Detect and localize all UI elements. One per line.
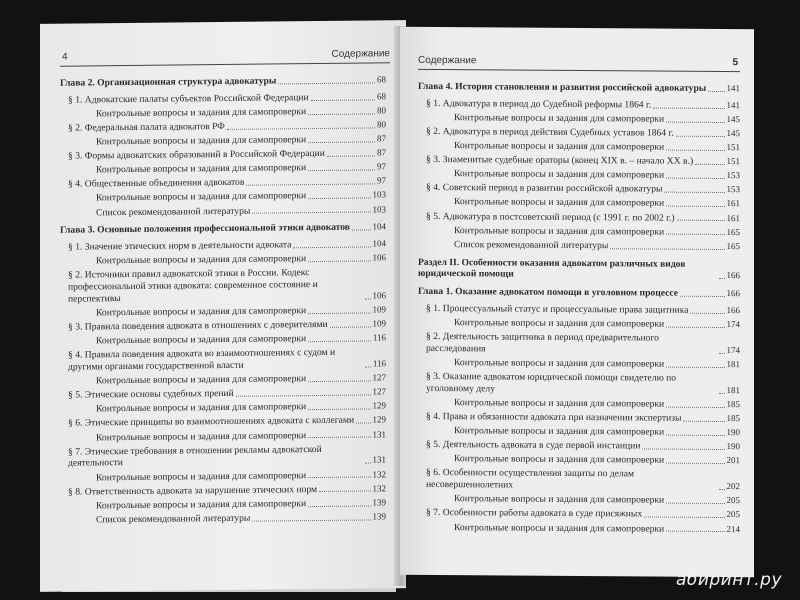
toc-entry-title: § 2. Источники правил адвокатской этики в России. Кодекс профессиональной этики адвоката: современное состояние и перспективы <box>68 267 318 305</box>
toc-entry-title: Контрольные вопросы и задания для самопроверки <box>96 429 307 443</box>
toc-leader-dots <box>308 260 370 262</box>
toc-page-number: 145 <box>726 128 740 139</box>
toc-entry-title: Контрольные вопросы и задания для самопроверки <box>454 317 665 330</box>
toc-leader-dots <box>666 121 724 122</box>
toc-page-number: 127 <box>372 386 386 397</box>
toc-entry-title: § 3. Оказание адвокатом юридической помощи свидетелю по уголовному делу <box>426 371 677 395</box>
toc-entry <box>60 469 386 484</box>
toc-page-number: 87 <box>377 147 386 158</box>
toc-entry <box>418 126 740 140</box>
toc-entry <box>60 401 386 416</box>
toc-entry-title: § 2. Деятельность защитника в период предварительного расследования <box>426 331 659 355</box>
toc-entry <box>418 397 740 411</box>
toc-page-number: 145 <box>726 113 740 125</box>
toc-entry <box>60 372 386 387</box>
toc-page-number: 190 <box>726 427 740 438</box>
toc-chapter-entry <box>418 286 740 300</box>
toc-page-number: 165 <box>726 240 740 251</box>
toc-page-number: 190 <box>726 441 740 452</box>
toc-leader-dots <box>666 435 724 436</box>
toc-entry-title: § 3. Формы адвокатских образований в Российской Федерации <box>68 148 325 162</box>
toc-entry-title: Контрольные вопросы и задания для самопроверки <box>96 373 307 387</box>
toc-entry <box>418 507 740 521</box>
toc-entry <box>418 303 740 317</box>
toc-entry-title: § 2. Федеральная палата адвокатов РФ <box>68 120 225 134</box>
toc-leader-dots <box>666 463 724 464</box>
toc-leader-dots <box>227 127 375 130</box>
toc-entry-title: Контрольные вопросы и задания для самопроверки <box>454 521 665 535</box>
toc-entry-title: Контрольные вопросы и задания для самопроверки <box>96 401 307 415</box>
toc-page-number: 141 <box>726 83 740 94</box>
toc-entry <box>60 304 386 319</box>
toc-leader-dots <box>708 91 724 92</box>
toc-entry-title: § 5. Адвокатура в постсоветский период (с 1991 г. по 2002 г.) <box>426 210 675 224</box>
toc-page-number: 87 <box>377 133 386 144</box>
toc-page-number: 161 <box>726 198 740 209</box>
toc-entry-title: Глава 1. Оказание адвокатом помощи в уголовном процессе <box>418 286 678 299</box>
toc-leader-dots <box>365 366 371 367</box>
toc-entry <box>418 210 740 224</box>
toc-entry-title: Контрольные вопросы и задания для самопроверки <box>454 493 665 506</box>
toc-entry-title: § 1. Значение этических норм в деятельности адвоката <box>68 239 292 253</box>
right-page <box>400 27 754 577</box>
toc-entry-title: Контрольные вопросы и задания для самопроверки <box>96 333 307 347</box>
toc-entry-title: § 6. Особенности осуществления защиты по делам несовершеннолетних <box>426 467 635 491</box>
toc-entry <box>60 119 386 134</box>
toc-leader-dots <box>719 353 725 354</box>
toc-page-number: 104 <box>372 221 386 232</box>
toc-entry <box>418 182 740 196</box>
toc-entry-title: Раздел II. Особенности оказания адвокатом различных видов юридической помощи <box>418 256 686 280</box>
toc-entry-title: § 2. Адвокатура в период действия Судебных уставов 1864 г. <box>426 125 674 139</box>
toc-page-number: 116 <box>372 358 386 369</box>
toc-entry <box>60 162 386 177</box>
toc-entry <box>60 347 386 374</box>
toc-entry <box>418 112 740 126</box>
toc-leader-dots <box>308 505 370 507</box>
toc-entry <box>418 225 740 239</box>
toc-page-number: 129 <box>372 414 386 425</box>
toc-page-number: 151 <box>726 142 740 153</box>
toc-page-number: 174 <box>726 319 740 330</box>
toc-entry <box>60 415 386 430</box>
toc-page-number: 201 <box>726 455 740 466</box>
toc-chapter-entry <box>60 222 386 237</box>
toc-leader-dots <box>293 246 370 248</box>
toc-entry-title: § 1. Процессуальный статус и процессуальные права защитника <box>426 302 689 316</box>
toc-leader-dots <box>676 135 725 136</box>
toc-entry <box>418 467 740 493</box>
toc-leader-dots <box>308 198 370 200</box>
toc-entry <box>60 238 386 253</box>
toc-entry-title: § 8. Ответственность адвоката за нарушение этических норм <box>68 483 318 498</box>
toc-entry <box>418 425 740 439</box>
left-page <box>40 20 406 592</box>
toc-entry <box>60 387 386 402</box>
toc-page-number: 166 <box>726 270 740 281</box>
toc-entry <box>60 429 386 444</box>
toc-entry-title: § 5. Деятельность адвоката в суде первой инстанции <box>426 439 641 452</box>
toc-entry-title: Глава 2. Организационная структура адвокатуры <box>60 75 277 89</box>
toc-entry <box>60 267 386 306</box>
toc-entry-title: Контрольные вопросы и задания для самопроверки <box>96 497 307 512</box>
watermark-text: абиринт.ру <box>675 570 782 590</box>
toc-leader-dots <box>666 366 724 367</box>
toc-page-number: 161 <box>726 212 740 223</box>
toc-leader-dots <box>352 230 371 231</box>
toc-page-number: 202 <box>726 481 740 492</box>
toc-leader-dots <box>719 278 725 279</box>
toc-entry <box>418 493 740 507</box>
toc-leader-dots <box>308 437 370 439</box>
toc-entry-title: Глава 3. Основные положения профессиональной этики адвокатов <box>60 222 350 237</box>
toc-leader-dots <box>311 99 375 101</box>
toc-page-number: 141 <box>726 99 740 110</box>
toc-leader-dots <box>680 296 725 297</box>
toc-page-number: 151 <box>726 156 740 167</box>
toc-page-number: 97 <box>377 161 386 172</box>
toc-entry-title: § 4. Правила поведения адвоката во взаимоотношениях с судом и другими органами государственной власти <box>68 347 336 373</box>
toc-entry-title: Контрольные вопросы и задания для самопроверки <box>454 357 665 370</box>
toc-entry-title: § 3. Правила поведения адвоката в отношениях с доверителями <box>68 319 328 333</box>
toc-leader-dots <box>664 192 724 193</box>
toc-entry-title: Контрольные вопросы и задания для самопроверки <box>96 106 307 120</box>
right-toc <box>418 75 740 538</box>
toc-entry <box>418 154 740 168</box>
toc-page-number: 132 <box>372 468 386 479</box>
toc-page-number: 153 <box>726 184 740 195</box>
toc-entry-title: § 7. Особенности работы адвоката в суде присяжных <box>426 507 643 520</box>
toc-page-number: 106 <box>372 252 386 263</box>
toc-page-number: 174 <box>726 344 740 356</box>
toc-leader-dots <box>666 503 724 504</box>
toc-entry-title: § 5. Этические основы судебных прений <box>68 388 234 401</box>
toc-entry <box>60 511 386 526</box>
toc-page-number: 132 <box>372 482 386 494</box>
toc-page-number: 166 <box>726 304 740 316</box>
toc-entry <box>60 318 386 333</box>
toc-entry-title: § 1. Адвокатура в период до Судебной реформы 1864 г. <box>426 97 652 111</box>
left-page-number: 4 <box>62 51 68 63</box>
toc-leader-dots <box>308 169 375 171</box>
toc-entry <box>418 331 740 357</box>
toc-leader-dots <box>683 421 724 422</box>
toc-entry-title: Контрольные вопросы и задания для самопроверки <box>454 168 665 181</box>
toc-page-number: 139 <box>372 511 386 522</box>
toc-entry <box>60 176 386 191</box>
toc-entry <box>60 91 386 106</box>
toc-leader-dots <box>330 326 371 327</box>
toc-page-number: 129 <box>372 400 386 411</box>
toc-page-number: 181 <box>726 384 740 396</box>
toc-entry <box>60 105 386 120</box>
toc-entry-title: Список рекомендованной литературы <box>96 512 251 526</box>
toc-leader-dots <box>252 519 370 521</box>
toc-leader-dots <box>666 178 724 179</box>
toc-leader-dots <box>653 107 724 108</box>
toc-entry <box>60 443 386 470</box>
toc-page-number: 116 <box>372 332 386 343</box>
toc-leader-dots <box>677 220 725 221</box>
toc-entry-title: Контрольные вопросы и задания для самопроверки <box>96 305 307 319</box>
toc-entry-title: Контрольные вопросы и задания для самопроверки <box>96 253 307 267</box>
toc-leader-dots <box>308 340 371 342</box>
toc-chapter-entry <box>418 256 740 282</box>
right-running-head: Содержание <box>418 54 477 67</box>
toc-page-number: 109 <box>372 304 386 315</box>
toc-leader-dots <box>642 449 724 451</box>
toc-leader-dots <box>644 517 724 519</box>
toc-page-number: 131 <box>372 454 386 465</box>
toc-entry-title: Контрольные вопросы и задания для самопроверки <box>454 112 665 125</box>
toc-entry <box>418 317 740 331</box>
toc-entry-title: Контрольные вопросы и задания для самопроверки <box>454 196 665 210</box>
toc-entry-title: Контрольные вопросы и задания для самопроверки <box>96 190 307 204</box>
toc-page-number: 139 <box>372 497 386 508</box>
toc-page-number: 109 <box>372 318 386 329</box>
toc-page-number: 131 <box>372 428 386 439</box>
toc-page-number: 97 <box>377 175 386 186</box>
left-running-head: Содержание <box>331 48 390 60</box>
toc-page-number: 80 <box>377 119 386 130</box>
toc-entry <box>60 332 386 347</box>
toc-page-number: 165 <box>726 226 740 237</box>
toc-entry-title: Список рекомендованной литературы <box>96 205 251 218</box>
toc-entry <box>418 521 740 535</box>
toc-entry <box>60 253 386 268</box>
toc-page-number: 68 <box>377 91 386 102</box>
toc-entry-title: § 7. Этические требования в отношении рекламы адвокатской деятельности <box>68 443 322 470</box>
toc-entry-title: § 4. Советский период в развитии российской адвокатуры <box>426 182 663 195</box>
toc-leader-dots <box>327 155 375 157</box>
toc-entry <box>60 147 386 162</box>
toc-entry <box>418 411 740 425</box>
toc-page-number: 104 <box>372 238 386 249</box>
toc-leader-dots <box>695 164 724 165</box>
toc-page-number: 185 <box>726 399 740 410</box>
toc-page-number: 80 <box>377 105 386 116</box>
toc-leader-dots <box>308 477 370 479</box>
toc-leader-dots <box>319 491 370 493</box>
toc-page-number: 127 <box>372 372 386 383</box>
toc-entry <box>60 204 386 219</box>
right-page-number: 5 <box>732 57 738 69</box>
toc-entry-title: § 4. Общественные объединения адвокатов <box>68 177 245 190</box>
toc-page-number: 205 <box>726 495 740 506</box>
toc-entry <box>60 497 386 512</box>
toc-leader-dots <box>308 409 370 411</box>
toc-page-number: 103 <box>372 203 386 214</box>
toc-leader-dots <box>666 406 724 407</box>
right-header-rule <box>418 69 740 72</box>
left-header-rule <box>60 62 390 66</box>
toc-entry-title: Список рекомендованной литературы <box>454 238 609 251</box>
toc-entry-title: Контрольные вопросы и задания для самопроверки <box>96 162 307 176</box>
toc-leader-dots <box>719 489 725 490</box>
toc-entry <box>418 98 740 112</box>
toc-leader-dots <box>308 380 370 382</box>
left-toc <box>60 68 386 528</box>
toc-entry <box>60 483 386 498</box>
toc-entry <box>418 168 740 182</box>
toc-entry <box>418 453 740 467</box>
toc-leader-dots <box>666 531 724 532</box>
toc-leader-dots <box>610 248 724 250</box>
toc-entry <box>60 133 386 148</box>
toc-entry-title: Контрольные вопросы и задания для самопроверки <box>454 453 665 466</box>
toc-entry <box>418 371 740 397</box>
toc-leader-dots <box>666 326 724 327</box>
toc-leader-dots <box>365 463 371 464</box>
toc-entry <box>418 196 740 210</box>
toc-leader-dots <box>719 393 725 394</box>
toc-leader-dots <box>666 206 724 207</box>
toc-leader-dots <box>308 113 375 115</box>
toc-page-number: 214 <box>726 523 740 534</box>
toc-chapter-entry <box>60 74 386 89</box>
toc-page-number: 153 <box>726 170 740 181</box>
toc-entry <box>418 239 740 253</box>
toc-leader-dots <box>308 141 375 143</box>
toc-leader-dots <box>666 149 724 150</box>
toc-page-number: 205 <box>726 509 740 520</box>
toc-page-number: 166 <box>726 288 740 299</box>
toc-leader-dots <box>236 395 371 397</box>
toc-entry-title: § 3. Знаменитые судебные ораторы (конец XIX в. – начало XX в.) <box>426 154 694 167</box>
toc-page-number: 106 <box>372 290 386 301</box>
toc-entry-title: Глава 4. История становления и развития российской адвокатуры <box>418 80 707 94</box>
toc-leader-dots <box>252 212 370 214</box>
toc-leader-dots <box>365 298 371 299</box>
toc-leader-dots <box>666 234 724 235</box>
toc-leader-dots <box>308 312 370 314</box>
toc-entry-title: § 4. Права и обязанности адвоката при назначении экспертизы <box>426 411 682 424</box>
toc-page-number: 68 <box>377 74 386 85</box>
toc-entry-title: Контрольные вопросы и задания для самопроверки <box>454 224 665 238</box>
toc-chapter-entry <box>418 81 740 95</box>
toc-leader-dots <box>690 313 724 314</box>
toc-entry-title: § 1. Адвокатские палаты субъектов Российской Федерации <box>68 91 309 106</box>
toc-leader-dots <box>246 184 375 186</box>
toc-entry-title: Контрольные вопросы и задания для самопроверки <box>96 469 307 483</box>
toc-leader-dots <box>278 82 375 84</box>
toc-leader-dots <box>356 423 370 424</box>
toc-entry <box>418 357 740 371</box>
toc-entry-title: Контрольные вопросы и задания для самопроверки <box>454 425 665 438</box>
toc-entry-title: Контрольные вопросы и задания для самопроверки <box>454 140 665 153</box>
toc-entry <box>418 140 740 154</box>
toc-page-number: 185 <box>726 413 740 424</box>
toc-entry <box>418 439 740 453</box>
toc-entry-title: Контрольные вопросы и задания для самопроверки <box>96 134 307 148</box>
toc-page-number: 181 <box>726 359 740 370</box>
toc-entry-title: § 6. Этические принципы во взаимоотношениях адвоката с коллегами <box>68 415 355 430</box>
toc-page-number: 103 <box>372 189 386 200</box>
toc-entry <box>60 190 386 205</box>
toc-entry-title: Контрольные вопросы и задания для самопроверки <box>454 397 665 410</box>
